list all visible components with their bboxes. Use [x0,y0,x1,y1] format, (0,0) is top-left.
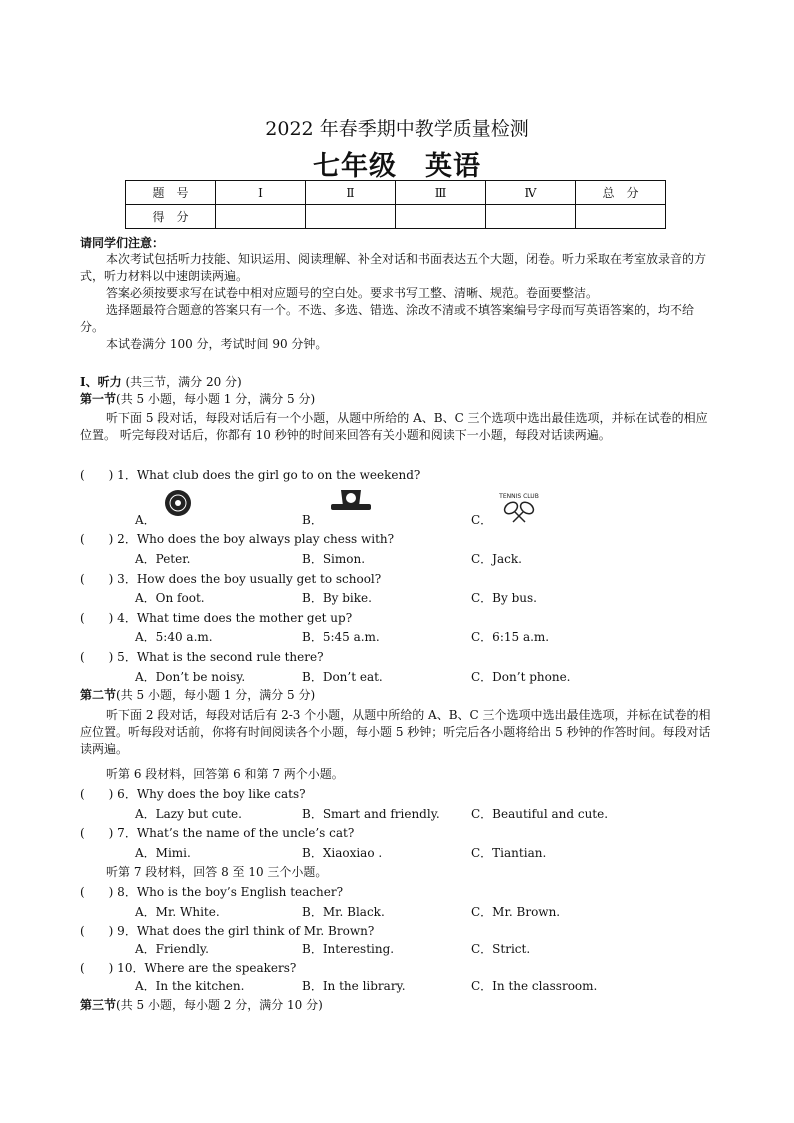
question-stem [80,610,352,627]
section-heading [80,374,242,391]
option-b[interactable]: B．Smart and friendly. [302,807,440,821]
option-b[interactable]: B．By bike. [302,591,372,605]
notice-paragraph: 选择题最符合题意的答案只有一个。不选、多选、错选、涂改不清或不填答案编号字母而写英语答案的，均不给分。 [80,303,695,334]
question-stem [80,467,420,484]
part-heading [80,687,315,704]
option-a[interactable]: A．Peter. [135,552,191,566]
score-input-cell[interactable] [486,205,576,229]
option-a[interactable]: A． [135,513,156,527]
option-b[interactable]: B．Interesting. [302,942,395,956]
option-a[interactable]: A．Mimi. [135,846,191,860]
part-heading [80,391,315,408]
option-b[interactable]: B．Mr. Black. [302,905,385,919]
answer-blank[interactable]: ( ) 1． [80,468,137,482]
part-note: (共 5 小题，每小题 1 分，满分 5 分) [116,392,316,406]
notice-paragraph: 本试卷满分 100 分，考试时间 90 分钟。 [106,337,328,351]
option-c[interactable]: C．Mr. Brown. [471,905,561,919]
score-table [125,180,666,229]
answer-blank[interactable]: ( ) 8． [80,885,137,899]
section-title: Ⅰ、听力 [80,375,122,389]
option-b[interactable]: B．Don’t eat. [302,670,383,684]
score-input-cell[interactable] [576,205,666,229]
question-text: Why does the boy like cats? [136,787,306,801]
material-note: 听第 6 段材料，回答第 6 和第 7 两个小题。 [106,767,344,781]
option-c[interactable]: C．6:15 a.m. [471,630,550,644]
question-text: Who is the boy’s English teacher? [136,885,344,899]
option-a[interactable]: A．Don’t be noisy. [135,670,246,684]
score-table-header-row [126,181,666,205]
question-text: What time does the mother get up? [136,611,353,625]
score-input-cell[interactable] [306,205,396,229]
question-stem [80,960,296,977]
answer-blank[interactable]: ( ) 6． [80,787,137,801]
notice-heading: 请同学们注意： [80,236,165,250]
answer-blank[interactable]: ( ) 3． [80,572,137,586]
question-stem [80,571,381,588]
score-table-cell: 题 号 [126,181,216,205]
question-text: What is the second rule there? [136,650,324,664]
question-text: What does the girl think of Mr. Brown? [136,924,375,938]
option-b[interactable]: B．5:45 a.m. [302,630,380,644]
part-note: (共 5 小题，每小题 1 分，满分 5 分) [116,688,316,702]
basketball-club-badge-icon [325,486,377,524]
option-a[interactable]: A．Lazy but cute. [135,807,242,821]
notice-paragraph: 本次考试包括听力技能、知识运用、阅读理解、补全对话和书面表达五个大题，闭卷。听力采取在考室放录音的方式，听力材料以中速朗读两遍。 [80,252,707,283]
score-table-cell: 得 分 [126,205,216,229]
option-a[interactable]: A．Friendly. [135,942,209,956]
score-table-cell: Ⅲ [396,181,486,205]
part-title: 第一节 [80,392,117,406]
option-c[interactable]: C．Don’t phone. [471,670,571,684]
svg-text:TENNIS CLUB: TENNIS CLUB [499,493,539,500]
question-text: Where are the speakers? [144,961,297,975]
option-b[interactable]: B．Xiaoxiao . [302,846,383,860]
answer-blank[interactable]: ( ) 4． [80,611,137,625]
question-stem [80,786,306,803]
option-c[interactable]: C． [471,513,493,527]
option-c[interactable]: C．Beautiful and cute. [471,807,609,821]
material-note: 听第 7 段材料，回答 8 至 10 三个小题。 [106,865,328,879]
question-text: How does the boy usually get to school? [136,572,382,586]
option-c[interactable]: C．Tiantian. [471,846,547,860]
score-table-cell: Ⅰ [216,181,306,205]
question-text: Who does the boy always play chess with? [136,532,395,546]
section-note: (共三节，满分 20 分) [125,375,242,389]
answer-blank[interactable]: ( ) 10． [80,961,145,975]
option-c[interactable]: C．In the classroom. [471,979,598,993]
part-heading [80,997,323,1014]
score-input-cell[interactable] [396,205,486,229]
score-table-cell: Ⅱ [306,181,396,205]
score-table-cell: 总 分 [576,181,666,205]
question-stem [80,825,354,842]
question-stem [80,531,394,548]
part-instructions: 听下面 2 段对话，每段对话后有 2-3 个小题，从题中所给的 A、B、C 三个选项中选出最佳选项，并标在试卷的相应位置。听每段对话前，你将有时间阅读各个小题，每小题 5 秒钟；听完后各小题将给出 5 秒钟的作答时间。每段对话读两遍。 [80,708,711,756]
option-a[interactable]: A．5:40 a.m. [135,630,213,644]
part-note: (共 5 小题，每小题 2 分，满分 10 分) [116,998,323,1012]
question-stem [80,923,374,940]
part-instructions: 听下面 5 段对话，每段对话后有一个小题，从题中所给的 A、B、C 三个选项中选出最佳选项，并标在试卷的相应位置。 听完每段对话后，你都有 10 秒钟的时间来回答有关小题和阅读下一小题，每段对话读两遍。 [80,411,708,442]
score-table-score-row [126,205,666,229]
part-title: 第二节 [80,688,117,702]
option-c[interactable]: C．By bus. [471,591,537,605]
question-text: What club does the girl go to on the weekend? [136,468,421,482]
score-input-cell[interactable] [216,205,306,229]
answer-blank[interactable]: ( ) 9． [80,924,137,938]
tennis-club-icon [495,490,543,530]
question-text: What’s the name of the uncle’s cat? [136,826,355,840]
option-b[interactable]: B．In the library. [302,979,406,993]
option-b[interactable]: B．Simon. [302,552,366,566]
answer-blank[interactable]: ( ) 5． [80,650,137,664]
exam-title: 2022 年春季期中教学质量检测 [265,118,529,140]
option-b[interactable]: B． [302,513,323,527]
option-a[interactable]: A．Mr. White. [135,905,220,919]
option-a[interactable]: A．In the kitchen. [135,979,245,993]
option-c[interactable]: C．Strict. [471,942,531,956]
option-c[interactable]: C．Jack. [471,552,522,566]
question-stem [80,649,324,666]
exam-subtitle: 七年级 英语 [313,151,481,182]
option-a[interactable]: A．On foot. [135,591,205,605]
answer-blank[interactable]: ( ) 2． [80,532,137,546]
notice-paragraph: 答案必须按要求写在试卷中相对应题号的空白处。要求书写工整、清晰、规范。卷面要整洁。 [106,286,599,300]
chess-club-badge-icon [158,488,198,522]
answer-blank[interactable]: ( ) 7． [80,826,137,840]
part-title: 第三节 [80,998,117,1012]
question-stem [80,884,343,901]
score-table-cell: Ⅳ [486,181,576,205]
